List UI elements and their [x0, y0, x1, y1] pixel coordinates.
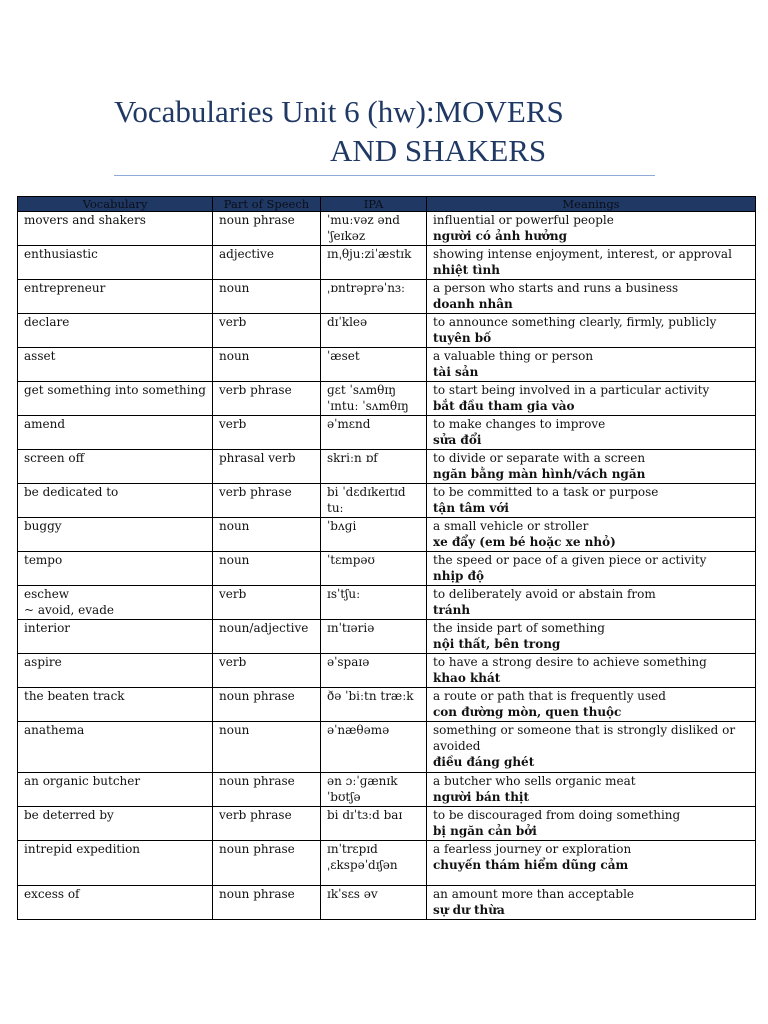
meaning-cell — [427, 688, 756, 722]
meaning-vietnamese: người có ảnh hưởng — [433, 229, 568, 243]
meaning-vietnamese: tài sản — [433, 365, 479, 379]
table-row — [18, 722, 756, 773]
ipa-cell: bi ˈdɛdɪkeɪtɪd tuː — [321, 484, 427, 518]
table-row — [18, 886, 756, 920]
meaning-vietnamese: bắt đầu tham gia vào — [433, 399, 575, 413]
meaning-english: influential or powerful people — [433, 213, 614, 227]
table-row — [18, 773, 756, 807]
vocabulary-cell: aspire — [18, 654, 213, 688]
ipa-cell: ˈbʌɡi — [321, 518, 427, 552]
table-row — [18, 314, 756, 348]
part-of-speech-cell: noun — [213, 348, 321, 382]
vocabulary-cell: entrepreneur — [18, 280, 213, 314]
part-of-speech-cell: verb — [213, 416, 321, 450]
vocabulary-table — [17, 196, 756, 920]
meaning-english: the inside part of something — [433, 621, 605, 635]
meaning-english: a butcher who sells organic meat — [433, 774, 636, 788]
meaning-vietnamese: điều đáng ghét — [433, 755, 535, 769]
vocabulary-cell: screen off — [18, 450, 213, 484]
ipa-cell: ðə ˈbiːtn træːk — [321, 688, 427, 722]
meaning-cell — [427, 722, 756, 773]
vocabulary-cell: anathema — [18, 722, 213, 773]
table-row — [18, 688, 756, 722]
vocabulary-cell: tempo — [18, 552, 213, 586]
meaning-vietnamese: sửa đổi — [433, 433, 482, 447]
part-of-speech-cell: noun — [213, 552, 321, 586]
part-of-speech-cell: noun phrase — [213, 688, 321, 722]
ipa-cell: əˈnæθəmə — [321, 722, 427, 773]
meaning-cell — [427, 886, 756, 920]
part-of-speech-cell: verb phrase — [213, 807, 321, 841]
part-of-speech-cell: adjective — [213, 246, 321, 280]
vocabulary-cell: amend — [18, 416, 213, 450]
meaning-cell — [427, 314, 756, 348]
document-title — [114, 92, 674, 170]
meaning-english: to be discouraged from doing something — [433, 808, 681, 822]
meaning-cell — [427, 773, 756, 807]
ipa-cell: skriːn ɒf — [321, 450, 427, 484]
meaning-cell — [427, 246, 756, 280]
meaning-vietnamese: sự dư thừa — [433, 903, 505, 917]
meaning-cell — [427, 382, 756, 416]
meaning-english: a route or path that is frequently used — [433, 689, 666, 703]
meaning-english: to deliberately avoid or abstain from — [433, 587, 656, 601]
meaning-cell — [427, 416, 756, 450]
vocabulary-cell: enthusiastic — [18, 246, 213, 280]
part-of-speech-cell: verb — [213, 654, 321, 688]
meaning-vietnamese: khao khát — [433, 671, 501, 685]
part-of-speech-cell: noun phrase — [213, 212, 321, 246]
vocabulary-cell: declare — [18, 314, 213, 348]
vocabulary-cell: buggy — [18, 518, 213, 552]
ipa-cell: bi dɪˈtɜːd baɪ — [321, 807, 427, 841]
table-row — [18, 586, 756, 620]
table-row — [18, 382, 756, 416]
ipa-cell: ˈmuːvəz ənd ˈʃeɪkəz — [321, 212, 427, 246]
vocabulary-cell: get something into something — [18, 382, 213, 416]
meaning-english: to start being involved in a particular activity — [433, 383, 710, 397]
meaning-vietnamese: nội thất, bên trong — [433, 637, 561, 651]
meaning-english: to divide or separate with a screen — [433, 451, 646, 465]
meaning-english: something or someone that is strongly disliked or avoided — [433, 723, 736, 753]
vocabulary-cell: asset — [18, 348, 213, 382]
table-row — [18, 654, 756, 688]
meaning-vietnamese: ngăn bằng màn hình/vách ngăn — [433, 467, 646, 481]
table-row — [18, 552, 756, 586]
part-of-speech-cell: noun/adjective — [213, 620, 321, 654]
meaning-vietnamese: bị ngăn cản bởi — [433, 824, 537, 838]
meaning-english: to be committed to a task or purpose — [433, 485, 659, 499]
meaning-cell — [427, 348, 756, 382]
vocabulary-cell: the beaten track — [18, 688, 213, 722]
ipa-cell: ɪnˈtɪəriə — [321, 620, 427, 654]
vocabulary-cell: an organic butcher — [18, 773, 213, 807]
ipa-cell: əˈspaɪə — [321, 654, 427, 688]
meaning-vietnamese: tận tâm với — [433, 501, 509, 515]
meaning-cell — [427, 654, 756, 688]
table-row — [18, 348, 756, 382]
meaning-vietnamese: nhịp độ — [433, 569, 484, 583]
meaning-cell — [427, 620, 756, 654]
meaning-vietnamese: người bán thịt — [433, 790, 530, 804]
ipa-cell: ˈæset — [321, 348, 427, 382]
title-underline — [114, 175, 655, 176]
meaning-cell — [427, 586, 756, 620]
ipa-cell: ɪnˈtrɛpɪd ˌɛkspəˈdɪʃən — [321, 841, 427, 886]
part-of-speech-cell: verb — [213, 314, 321, 348]
vocabulary-cell: movers and shakers — [18, 212, 213, 246]
meaning-cell — [427, 212, 756, 246]
meaning-english: showing intense enjoyment, interest, or approval — [433, 247, 732, 261]
meaning-cell — [427, 841, 756, 886]
meaning-english: an amount more than acceptable — [433, 887, 635, 901]
header-part-of-speech: Part of Speech — [213, 197, 321, 212]
ipa-cell: ən ɔːˈɡænɪk ˈbʊtʃə — [321, 773, 427, 807]
meaning-vietnamese: nhiệt tình — [433, 263, 500, 277]
meaning-english: to have a strong desire to achieve something — [433, 655, 707, 669]
meaning-english: the speed or pace of a given piece or activity — [433, 553, 707, 567]
part-of-speech-cell: verb — [213, 586, 321, 620]
table-row — [18, 450, 756, 484]
meaning-english: a fearless journey or exploration — [433, 842, 632, 856]
table-row — [18, 280, 756, 314]
meaning-vietnamese: xe đẩy (em bé hoặc xe nhỏ) — [433, 535, 616, 549]
meaning-vietnamese: doanh nhân — [433, 297, 513, 311]
meaning-cell — [427, 484, 756, 518]
part-of-speech-cell: noun phrase — [213, 886, 321, 920]
table-row — [18, 807, 756, 841]
header-ipa: IPA — [321, 197, 427, 212]
ipa-cell: ɡɛt ˈsʌmθɪŋ ˈɪntuː ˈsʌmθɪŋ — [321, 382, 427, 416]
meaning-vietnamese: tuyên bố — [433, 331, 492, 345]
table-row — [18, 518, 756, 552]
title-line-2: AND SHAKERS — [330, 133, 547, 168]
meaning-english: a small vehicle or stroller — [433, 519, 589, 533]
meaning-vietnamese: tránh — [433, 603, 471, 617]
part-of-speech-cell: noun — [213, 722, 321, 773]
meaning-english: to announce something clearly, firmly, publicly — [433, 315, 717, 329]
part-of-speech-cell: noun phrase — [213, 841, 321, 886]
header-meanings: Meanings — [427, 197, 756, 212]
meaning-cell — [427, 450, 756, 484]
header-row — [18, 197, 756, 212]
table-row — [18, 212, 756, 246]
vocabulary-cell: be deterred by — [18, 807, 213, 841]
part-of-speech-cell: noun — [213, 518, 321, 552]
meaning-cell — [427, 280, 756, 314]
ipa-cell: dɪˈkleə — [321, 314, 427, 348]
table-row — [18, 416, 756, 450]
meaning-vietnamese: chuyến thám hiểm dũng cảm — [433, 858, 629, 872]
table-header — [18, 197, 756, 212]
ipa-cell: ɪnˌθjuːziˈæstɪk — [321, 246, 427, 280]
table-row — [18, 484, 756, 518]
vocabulary-cell: be dedicated to — [18, 484, 213, 518]
meaning-english: a valuable thing or person — [433, 349, 594, 363]
meaning-english: a person who starts and runs a business — [433, 281, 679, 295]
ipa-cell: ˈtɛmpəʊ — [321, 552, 427, 586]
table-row — [18, 841, 756, 886]
ipa-cell: əˈmɛnd — [321, 416, 427, 450]
header-vocabulary: Vocabulary — [18, 197, 213, 212]
table-row — [18, 246, 756, 280]
meaning-english: to make changes to improve — [433, 417, 606, 431]
vocabulary-cell: intrepid expedition — [18, 841, 213, 886]
vocabulary-cell: eschew ~ avoid, evade — [18, 586, 213, 620]
table-row — [18, 620, 756, 654]
part-of-speech-cell: noun — [213, 280, 321, 314]
part-of-speech-cell: verb phrase — [213, 382, 321, 416]
ipa-cell: ˌɒntrəprəˈnɜː — [321, 280, 427, 314]
vocabulary-cell: interior — [18, 620, 213, 654]
part-of-speech-cell: noun phrase — [213, 773, 321, 807]
meaning-vietnamese: con đường mòn, quen thuộc — [433, 705, 622, 719]
part-of-speech-cell: verb phrase — [213, 484, 321, 518]
meaning-cell — [427, 807, 756, 841]
ipa-cell: ɪkˈsɛs əv — [321, 886, 427, 920]
part-of-speech-cell: phrasal verb — [213, 450, 321, 484]
table-body — [18, 212, 756, 920]
vocabulary-cell: excess of — [18, 886, 213, 920]
title-line-1: Vocabularies Unit 6 (hw):MOVERS — [114, 94, 564, 129]
meaning-cell — [427, 552, 756, 586]
ipa-cell: ɪsˈtʃuː — [321, 586, 427, 620]
meaning-cell — [427, 518, 756, 552]
